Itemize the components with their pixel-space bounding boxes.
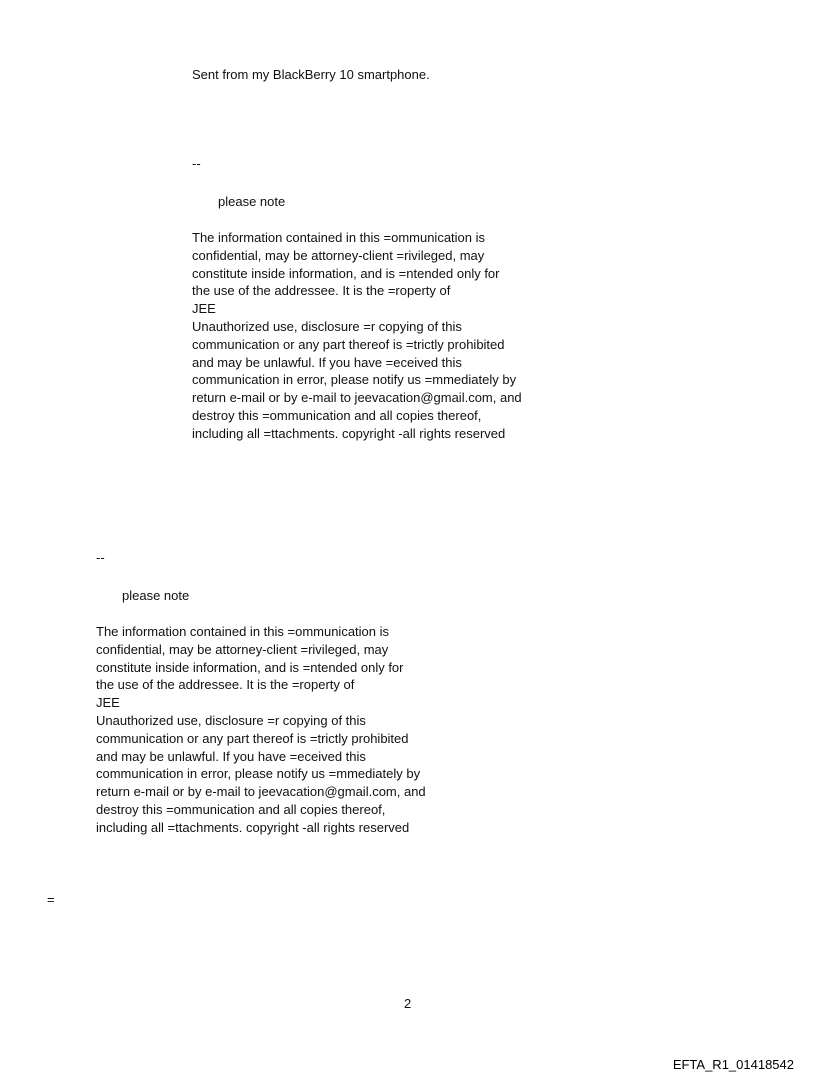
disclaimer-line: return e-mail or by e-mail to jeevacation@gmail.com, and (96, 784, 426, 800)
sent-from-line: Sent from my BlackBerry 10 smartphone. (192, 67, 430, 82)
document-id: EFTA_R1_01418542 (672, 1057, 794, 1072)
disclaimer-line: The information contained in this =ommunication is (192, 230, 486, 245)
note-heading: please note (122, 588, 190, 603)
disclaimer-line: constitute inside information, and is =ntended only for (192, 265, 500, 281)
disclaimer-line: destroy this =ommunication and all copies thereof, (192, 407, 482, 423)
disclaimer-line: The information contained in this =ommunication is (96, 624, 390, 639)
note-heading: please note (218, 194, 286, 209)
disclaimer-line: JEE (96, 695, 120, 711)
disclaimer-line: constitute inside information, and is =ntended only for (96, 659, 404, 675)
disclaimer-line: communication or any part thereof is =trictly prohibited (192, 336, 505, 352)
disclaimer-line: communication in error, please notify us =mmediately by (96, 766, 421, 782)
trailing-marker: = (47, 892, 55, 907)
disclaimer-line: confidential, may be attorney-client =rivileged, may (96, 641, 389, 657)
disclaimer-line: including all =ttachments. copyright -all rights reserved (192, 425, 506, 441)
disclaimer-line: return e-mail or by e-mail to jeevacation@gmail.com, and (192, 390, 522, 406)
disclaimer-line: the use of the addressee. It is the =roperty of (192, 283, 451, 299)
disclaimer-line: and may be unlawful. If you have =eceived this (192, 354, 462, 370)
disclaimer-line: communication or any part thereof is =trictly prohibited (96, 730, 409, 746)
disclaimer-line: the use of the addressee. It is the =roperty of (96, 677, 355, 693)
disclaimer-line: including all =ttachments. copyright -all rights reserved (96, 819, 410, 835)
disclaimer-line: Unauthorized use, disclosure =r copying of this (192, 318, 462, 334)
disclaimer-line: confidential, may be attorney-client =rivileged, may (192, 247, 485, 263)
disclaimer-line: communication in error, please notify us =mmediately by (192, 372, 517, 388)
signature-separator: -- (96, 550, 105, 565)
disclaimer-line: Unauthorized use, disclosure =r copying of this (96, 712, 366, 728)
signature-separator: -- (192, 156, 201, 171)
confidentiality-disclaimer (192, 229, 522, 443)
page-number: 2 (404, 996, 412, 1011)
disclaimer-line: destroy this =ommunication and all copies thereof, (96, 801, 386, 817)
disclaimer-line: JEE (192, 301, 216, 317)
disclaimer-line: and may be unlawful. If you have =eceived this (96, 748, 366, 764)
confidentiality-disclaimer (96, 623, 426, 837)
